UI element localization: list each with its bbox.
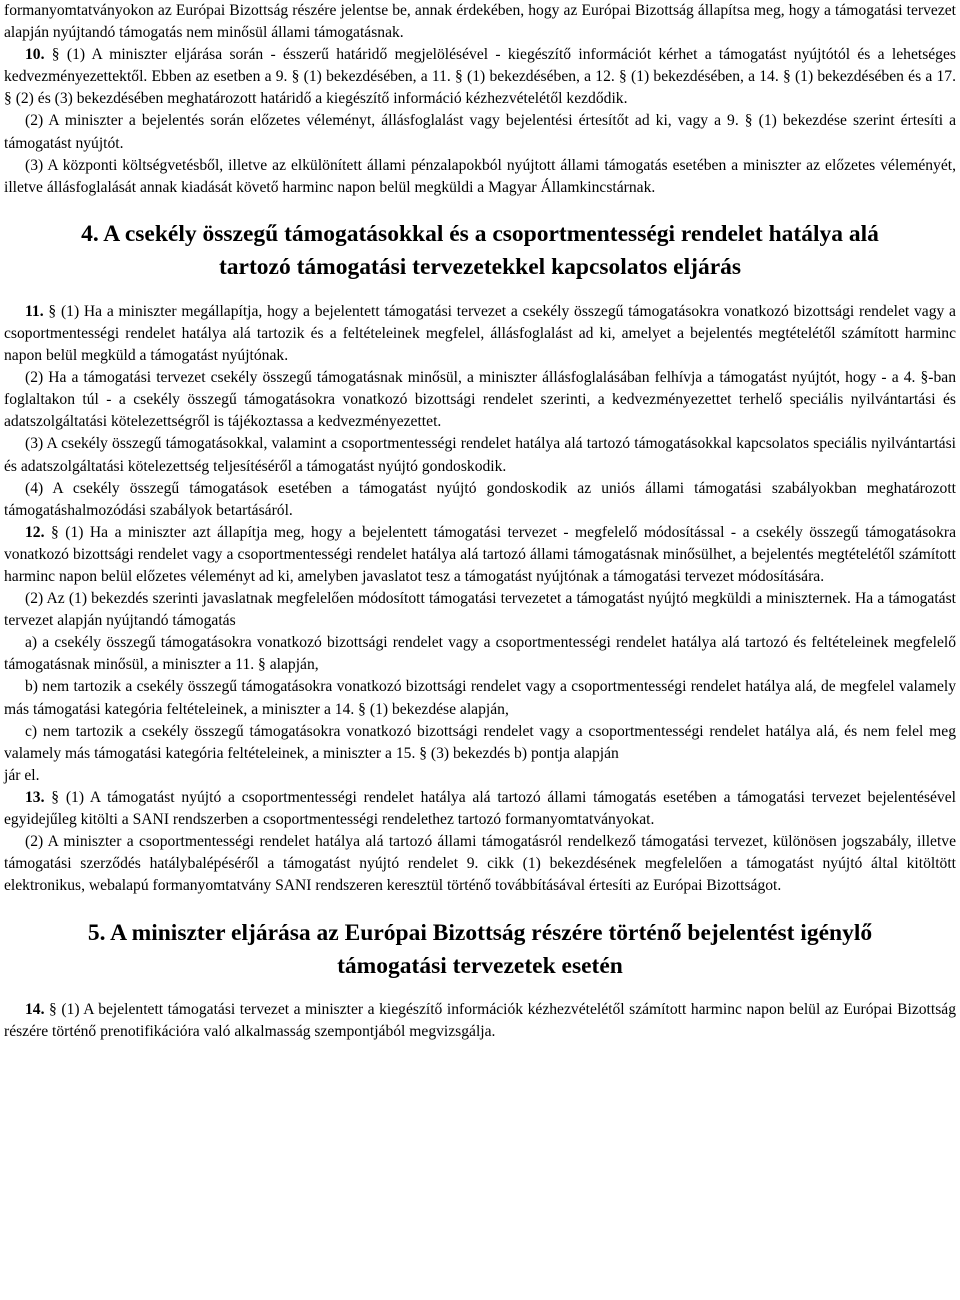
section-12-point-c: c) nem tartozik a csekély összegű támogatásokra vonatkozó bizottsági rendelet vagy a csoportmentességi rendelet hatálya alá, és nem felel meg valamely más támogatási kategória feltételeinek, a miniszter a 15. § (3) bekezdés b) pontja alapján xyxy=(4,722,956,762)
section-11-paragraph-3: (3) A csekély összegű támogatásokkal, valamint a csoportmentességi rendelet hatálya alá tartozó támogatásokkal kapcsolatos speciális nyilvántartási és adatszolgáltatási kötelezettség teljesítéséről a támogatást nyújtó gondoskodik. xyxy=(4,435,956,475)
section-sign: § xyxy=(48,302,57,320)
section-13-paragraph-2: (2) A miniszter a csoportmentességi rendelet hatálya alá tartozó állami támogatásról rendelkező támogatási tervezet, különösen jogszabály, illetve támogatási szerződés hatálybalépéséről a támogatást nyújtó rendelet 9. cikk (1) bekezdésének megfelelően a támogatást nyújtó által kitöltött elektronikus, webalapú formanyomtatvány SANI rendszeren keresztül történő továbbításával értesíti az Európai Bizottságot. xyxy=(4,833,956,895)
section-12-point-b: b) nem tartozik a csekély összegű támogatásokra vonatkozó bizottsági rendelet vagy a csoportmentességi rendelet hatálya alá, de megfelel valamely más támogatási kategória feltételeinek, a miniszter a 14. § (1) bekezdése alapján, xyxy=(4,678,956,718)
section-14-paragraph-1 xyxy=(4,999,956,1043)
chapter-heading-5: 5. A miniszter eljárása az Európai Bizottság részére történő bejelentést igénylő támogatási tervezetek esetén xyxy=(87,920,873,980)
section-number: 10. xyxy=(25,46,45,64)
section-sign: § xyxy=(49,1001,57,1019)
section-sign: § xyxy=(51,46,60,64)
section-12-point-a: a) a csekély összegű támogatásokra vonatkozó bizottsági rendelet vagy a csoportmentességi rendelet hatálya alá tartozó és feltételeinek megfelelő támogatásnak minősül, a miniszter a 11. § alapján, xyxy=(4,634,956,674)
section-number: 13. xyxy=(25,788,45,806)
paragraph-text: (1) Ha a miniszter azt állapítja meg, hogy a bejelentett támogatási tervezet - megfelelő módosítással - a csekély összegű támogatásokra vonatkozó bizottsági rendelet vagy a csoportmentességi rendelet hatálya alá tartozó állami támogatásnak minősülhet, a bejelentés megtételétől számított harminc napon belül előzetes véleményt ad ki, amelyben javaslatot tesz a támogatást nyújtónak a támogatási tervezet módosítására. xyxy=(4,523,956,585)
chapter-heading-4: 4. A csekély összegű támogatásokkal és a csoportmentességi rendelet hatálya alá tartozó támogatási tervezetekkel kapcsolatos eljárás xyxy=(81,220,879,280)
section-12-paragraph-2: (2) Az (1) bekezdés szerinti javaslatnak megfelelően módosított támogatási tervezetet a támogatást nyújtó megküldi a miniszternek. Ha a támogatást tervezet alapján nyújtandó támogatás xyxy=(4,590,956,630)
section-11-paragraph-4: (4) A csekély összegű támogatások esetében a támogatást nyújtó gondoskodik az uniós állami támogatási szabályokban meghatározott támogatáshalmozódási szabályok betartásáról. xyxy=(4,479,956,519)
paragraph-continuation: formanyomtatványokon az Európai Bizottság részére jelentse be, annak érdekében, hogy az Európai Bizottság állapítsa meg, hogy a támogatási tervezet alapján nyújtandó támogatás nem minősül állami támogatásnak. xyxy=(4,2,956,42)
section-10-paragraph-2: (2) A miniszter a bejelentés során előzetes véleményt, állásfoglalást vagy bejelentési értesítőt ad ki, vagy a 9. § (1) bekezdése szerint értesíti a támogatást nyújtót. xyxy=(4,112,956,152)
paragraph-text: (1) A miniszter eljárása során - ésszerű határidő megjelölésével - kiegészítő információt kérhet a támogatást nyújtótól és a lehetséges kedvezményezettektől. Ebben az esetben a 9. § (1) bekezdésében, a 11. § (1) bekezdésében, a 12. § (1) bekezdésében, a 14. § (1) bekezdésében és a 17. § (2) és (3) bekezdésében meghatározott határidő a kiegészítő információ kézhezvételétől kezdődik. xyxy=(4,46,956,108)
document-page xyxy=(4,0,956,1044)
paragraph-text: (1) A támogatást nyújtó a csoportmentességi rendelet hatálya alá tartozó állami támogatás esetében a támogatási tervezet bejelentésével egyidejűleg kitölti a SANI rendszerben a csoportmentességi rendelethez tartozó formanyomtatványokat. xyxy=(4,788,956,828)
section-number: 12. xyxy=(25,523,45,541)
section-11-paragraph-1 xyxy=(4,301,956,367)
section-13-paragraph-1 xyxy=(4,787,956,831)
section-11-paragraph-2: (2) Ha a támogatási tervezet csekély összegű támogatásnak minősül, a miniszter állásfoglalásában felhívja a támogatást nyújtót, hogy - a 4. §-ban foglaltakon túl - a csekély összegű támogatásokra vonatkozó bizottsági rendelet szerinti, a kedvezményezettet terhelő speciális nyilvántartási és adatszolgáltatási kötelezettségről is tájékoztassa a kedvezményezettet. xyxy=(4,369,956,431)
paragraph-text: (1) Ha a miniszter megállapítja, hogy a bejelentett támogatási tervezet a csekély összegű támogatásokra vonatkozó bizottsági rendelet vagy a csoportmentességi rendelet hatálya alá tartozik és a feltételeinek megfelel, állásfoglalást ad ki, amelyet a bejelentés megtételétől számított harminc napon belül megküld a támogatást nyújtónak. xyxy=(4,302,956,365)
section-12-tail: jár el. xyxy=(4,766,40,784)
section-10-paragraph-3: (3) A központi költségvetésből, illetve az elkülönített állami pénzalapokból nyújtott állami támogatás esetében a miniszter az előzetes véleményét, illetve állásfoglalását annak kiadását követő harminc napon belül megküldi a Magyar Államkincstárnak. xyxy=(4,156,956,196)
section-number: 14. xyxy=(25,1001,45,1019)
paragraph-text: (1) A bejelentett támogatási tervezet a miniszter a kiegészítő információk kézhezvételétől számított harminc napon belül az Európai Bizottság részére történő prenotifikációra való alkalmasság szempontjából megvizsgálja. xyxy=(4,1001,957,1041)
section-sign: § xyxy=(51,788,60,806)
section-sign: § xyxy=(50,523,59,541)
section-12-paragraph-1 xyxy=(4,522,956,588)
section-number: 11. xyxy=(25,302,44,320)
section-10-paragraph-1 xyxy=(4,44,956,110)
